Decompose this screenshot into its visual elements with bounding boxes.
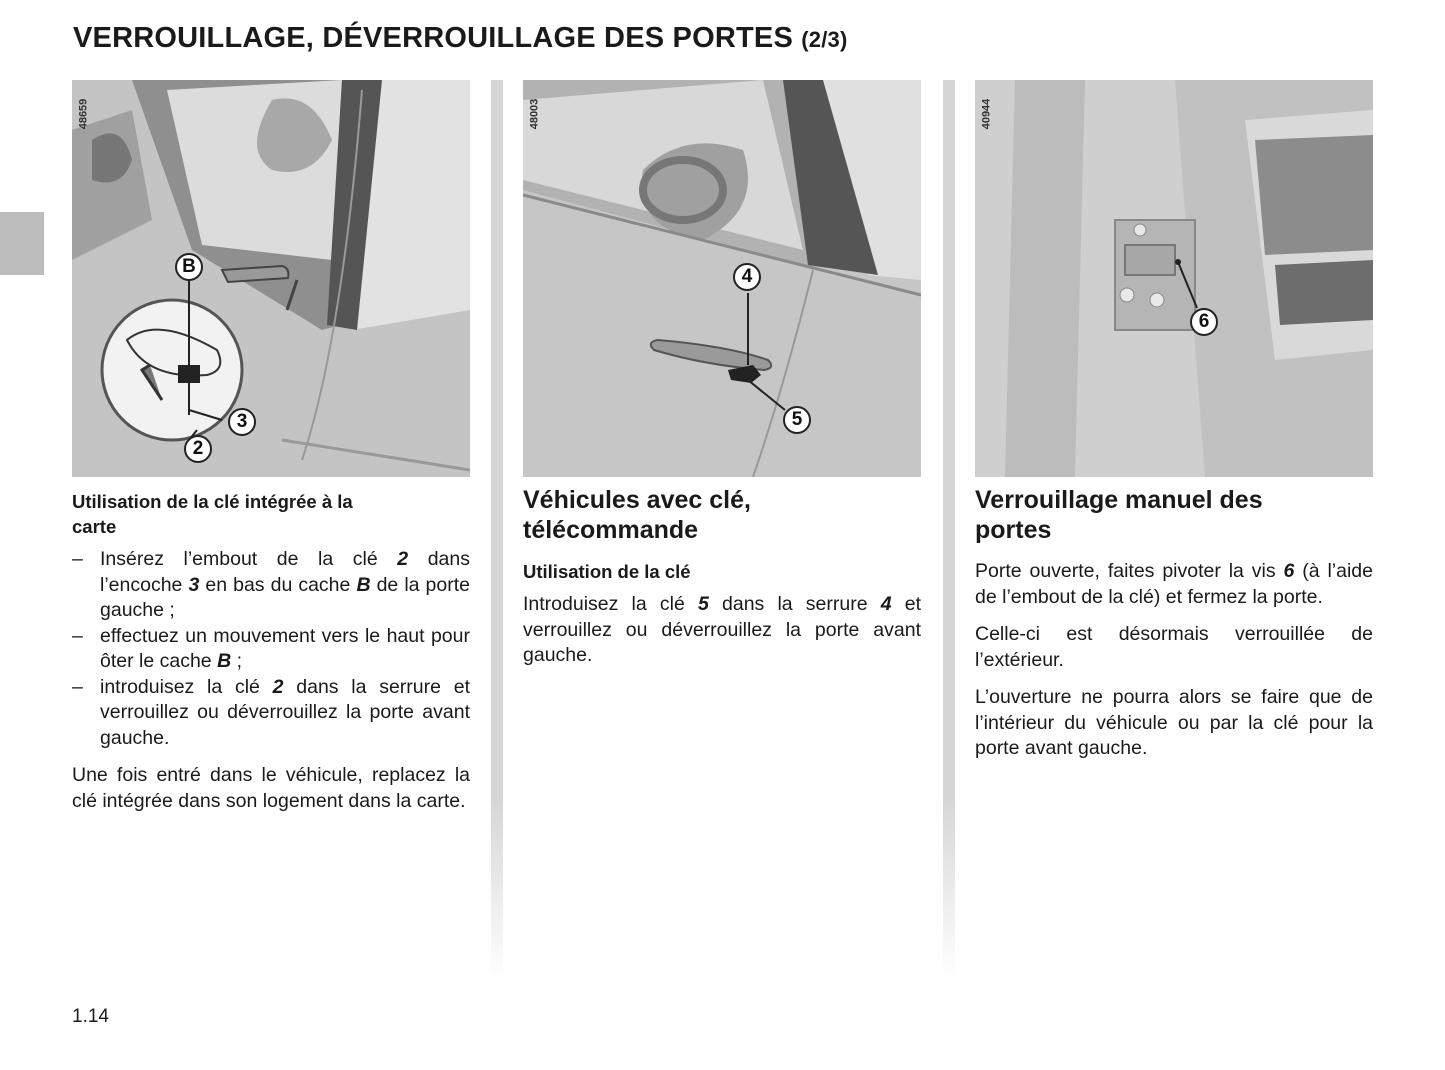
section-heading: Utilisation de la clé intégrée à la carte [72,491,353,537]
page-title: VERROUILLAGE, DÉVERROUILLAGE DES PORTES (2/3) [73,22,848,54]
door-illustration-1 [72,80,470,477]
list-item: – effectuez un mouvement vers le haut pour ôter le cache B ; [72,624,470,675]
illustration-door-edge [975,80,1373,477]
callout-6: 6 [1190,308,1218,336]
paragraph: L’ouverture ne pourra alors se faire que de l’intérieur du véhicule ou par la clé pour la porte avant gauche. [975,686,1373,759]
door-illustration-2 [523,80,921,477]
steps-list [72,547,470,751]
figure-number: 40944 [980,98,993,130]
column-manual-lock [975,80,1373,774]
column-divider [943,80,955,980]
section-subheading: Utilisation de la clé [523,561,691,582]
paragraph: Porte ouverte, faites pivoter la vis 6 (à l’aide de l’embout de la clé) et fermez la porte. [975,560,1373,608]
callout-b: B [175,253,203,281]
callout-2: 2 [184,435,212,463]
section-heading: Verrouillage manuel des portes [975,486,1263,544]
list-item: – introduisez la clé 2 dans la serrure et verrouillez ou déverrouillez la porte avant gauche. [72,675,470,752]
column-remote-key [523,80,921,681]
section-tab [0,212,44,275]
page-number: 1.14 [72,1006,109,1027]
paragraph: Introduisez la clé 5 dans la serrure 4 et verrouillez ou déverrouillez la porte avant gauche. [523,593,922,666]
paragraph: Celle-ci est désormais verrouillée de l’extérieur. [975,623,1373,671]
paragraph: Une fois entré dans le véhicule, replacez la clé intégrée dans son logement dans la carte. [72,764,470,812]
door-illustration-3 [975,80,1373,477]
callout-3: 3 [228,408,256,436]
illustration-door-handle-cover [72,80,470,477]
section-heading: Véhicules avec clé, télécommande [523,486,751,544]
callout-5: 5 [783,406,811,434]
column-key-card [72,80,470,826]
figure-number: 48003 [528,98,541,130]
callout-4: 4 [733,263,761,291]
illustration-door-lock [523,80,921,477]
column-divider [491,80,503,980]
list-item: – Insérez l’embout de la clé 2 dans l’encoche 3 en bas du cache B de la porte gauche ; [72,547,470,624]
figure-number: 48659 [77,98,90,130]
